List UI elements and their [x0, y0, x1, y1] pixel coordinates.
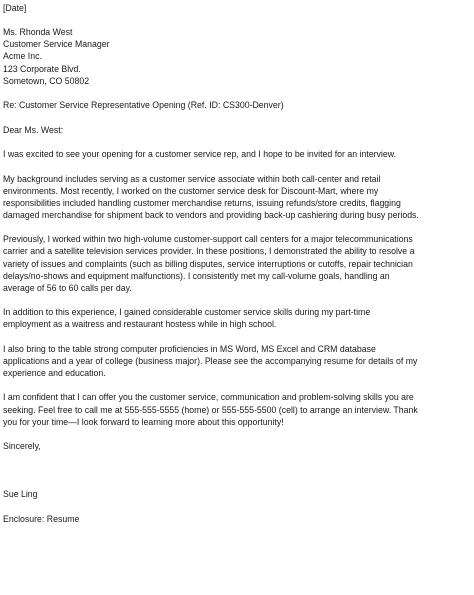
paragraph-line: variety of issues and complaints (such as billing disputes, service interruptions or cutoffs, repair technician [3, 258, 413, 269]
paragraph-line: you for your time—I look forward to learning more about this opportunity! [3, 416, 284, 427]
enclosure-text: Enclosure: Resume [3, 513, 80, 524]
body-paragraph [3, 148, 471, 160]
closing [3, 440, 471, 452]
body-paragraph [3, 233, 471, 293]
signature [3, 488, 471, 500]
body-paragraph [3, 391, 471, 427]
subject-text: Re: Customer Service Representative Opening (Ref. ID: CS300-Denver) [3, 100, 284, 111]
paragraph-line: I was excited to see your opening for a customer service rep, and I hope to be invited for an interview. [3, 149, 396, 160]
recipient-title: Customer Service Manager [3, 39, 110, 50]
paragraph-line: I also bring to the table strong computer proficiencies in MS Word, MS Excel and CRM database [3, 343, 376, 354]
paragraph-line: responsibilities included handling customer merchandise returns, issuing refunds/store credits, flagging [3, 197, 401, 208]
paragraph-line: average of 56 to 60 calls per day. [3, 282, 132, 293]
letter-date [3, 2, 471, 14]
paragraph-line: damaged merchandise for shipment back to vendors and providing back-up cashiering during busy periods. [3, 209, 419, 220]
salutation [3, 124, 471, 136]
body-paragraph [3, 343, 471, 379]
paragraph-line: experience and education. [3, 367, 106, 378]
date-text: [Date] [3, 3, 27, 13]
recipient-address [3, 26, 471, 86]
salutation-text: Dear Ms. West: [3, 124, 64, 135]
paragraph-line: environments. Most recently, I worked on the customer service desk for Discount-Mart, where my [3, 185, 379, 196]
paragraph-line: delays/no-shows and equipment malfunctions). I consistently met my call-volume goals, handling an [3, 270, 390, 281]
cover-letter [3, 0, 471, 525]
recipient-city: Sometown, CO 50802 [3, 75, 90, 86]
enclosure [3, 513, 471, 525]
signature-name: Sue Ling [3, 489, 38, 500]
paragraph-line: employment as a waitress and restaurant hostess while in high school. [3, 319, 277, 330]
paragraph-line: carrier and a satellite television services provider. In these positions, I demonstrated the ability to resolve a [3, 246, 415, 257]
paragraph-line: applications and a year of college (business major). Please see the accompanying resume for details of my [3, 355, 418, 366]
body-paragraph [3, 306, 471, 330]
recipient-name: Ms. Rhonda West [3, 27, 73, 38]
closing-text: Sincerely, [3, 441, 41, 452]
recipient-company: Acme Inc. [3, 51, 42, 62]
recipient-street: 123 Corporate Blvd. [3, 63, 81, 74]
paragraph-line: I am confident that I can offer you the customer service, communication and problem-solving skills you are [3, 392, 414, 403]
body-paragraph [3, 173, 471, 221]
paragraph-line: Previously, I worked within two high-volume customer-support call centers for a major telecommunications [3, 234, 413, 245]
paragraph-line: My background includes serving as a customer service associate within both call-center and retail [3, 173, 381, 184]
paragraph-line: seeking. Feel free to call me at 555-555-5555 (home) or 555-555-5500 (cell) to arrange an interview. Thank [3, 404, 418, 415]
paragraph-line: In addition to this experience, I gained considerable customer service skills during my part-time [3, 307, 371, 318]
subject-line [3, 99, 471, 111]
